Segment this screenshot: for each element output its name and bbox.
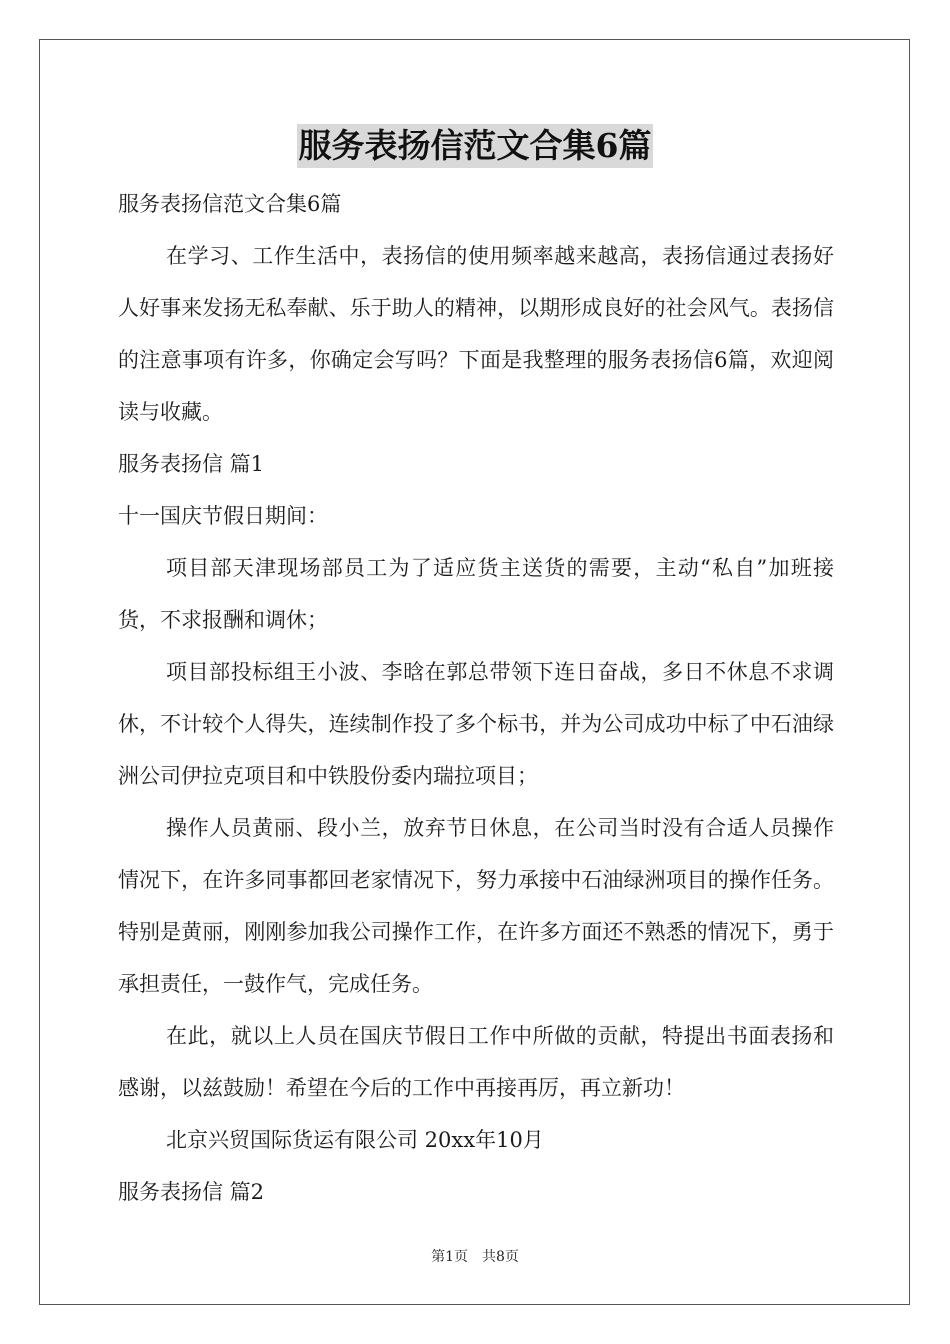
paragraph: 在此，就以上人员在国庆节假日工作中所做的贡献，特提出书面表扬和感谢，以兹鼓励！希望在今后的工作中再接再厉，再立新功！ xyxy=(118,1024,834,1100)
document-title: 服务表扬信范文合集6篇 xyxy=(297,124,654,168)
paragraph: 服务表扬信 篇1 xyxy=(118,452,265,476)
title-container xyxy=(0,124,950,168)
page-number: 第1页 xyxy=(431,1249,468,1265)
page-footer xyxy=(0,1246,950,1266)
page-total: 共8页 xyxy=(482,1249,519,1265)
paragraph: 北京兴贸国际货运有限公司 20xx年10月 xyxy=(166,1128,544,1152)
paragraph: 项目部天津现场部员工为了适应货主送货的需要，主动“私自”加班接货，不求报酬和调休； xyxy=(118,556,834,632)
paragraph: 在学习、工作生活中，表扬信的使用频率越来越高，表扬信通过表扬好人好事来发扬无私奉献、乐于助人的精神，以期形成良好的社会风气。表扬信的注意事项有许多，你确定会写吗？下面是我整理的服务表扬信6篇，欢迎阅读与收藏。 xyxy=(118,244,834,424)
paragraph: 操作人员黄丽、段小兰，放弃节日休息，在公司当时没有合适人员操作情况下，在许多同事都回老家情况下，努力承接中石油绿洲项目的操作任务。特别是黄丽，刚刚参加我公司操作工作，在许多方面还不熟悉的情况下，勇于承担责任，一鼓作气，完成任务。 xyxy=(118,816,834,996)
paragraph: 十一国庆节假日期间： xyxy=(118,504,328,528)
paragraph: 服务表扬信 篇2 xyxy=(118,1180,265,1204)
document-body xyxy=(118,178,834,1218)
paragraph: 项目部投标组王小波、李晗在郭总带领下连日奋战，多日不休息不求调休，不计较个人得失，连续制作投了多个标书，并为公司成功中标了中石油绿洲公司伊拉克项目和中铁股份委内瑞拉项目； xyxy=(118,660,834,788)
paragraph: 服务表扬信范文合集6篇 xyxy=(118,192,342,216)
